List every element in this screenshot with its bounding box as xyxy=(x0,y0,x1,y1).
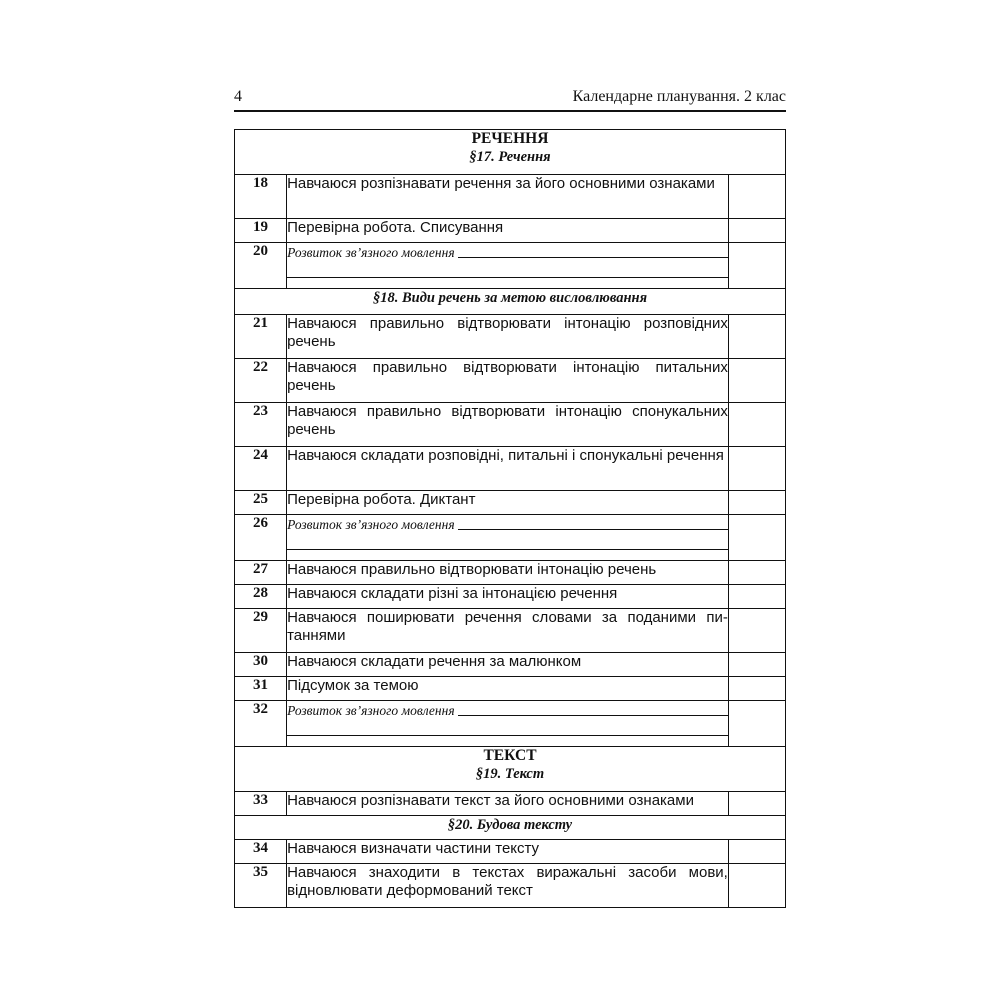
page-number: 4 xyxy=(234,88,242,105)
lesson-topic: Перевірна робота. Диктант xyxy=(287,491,729,515)
table-row xyxy=(235,515,786,561)
paragraph-row xyxy=(235,816,786,840)
lesson-number: 26 xyxy=(235,515,287,561)
table-row xyxy=(235,243,786,289)
table-row xyxy=(235,701,786,747)
lesson-number: 19 xyxy=(235,219,287,243)
table-row xyxy=(235,219,786,243)
lesson-number: 21 xyxy=(235,315,287,359)
lesson-number: 25 xyxy=(235,491,287,515)
fill-in-line[interactable] xyxy=(458,715,728,716)
date-cell[interactable] xyxy=(728,515,785,561)
date-cell[interactable] xyxy=(728,561,785,585)
lesson-number: 32 xyxy=(235,701,287,747)
table-row xyxy=(235,359,786,403)
lesson-plan-table xyxy=(234,129,786,908)
section-row xyxy=(235,747,786,792)
lesson-number: 30 xyxy=(235,653,287,677)
table-row xyxy=(235,653,786,677)
speech-development-cell xyxy=(287,243,729,289)
paragraph-row xyxy=(235,289,786,315)
date-cell[interactable] xyxy=(728,403,785,447)
lesson-topic: Навчаюся правильно відтворювати інтонацію речень xyxy=(287,561,729,585)
table-row xyxy=(235,792,786,816)
lesson-number: 23 xyxy=(235,403,287,447)
paragraph-title: §20. Будова тексту xyxy=(447,817,573,833)
fill-in-line[interactable] xyxy=(287,533,728,550)
date-cell[interactable] xyxy=(728,219,785,243)
table-row xyxy=(235,447,786,491)
lesson-number: 28 xyxy=(235,585,287,609)
fill-in-line[interactable] xyxy=(287,719,728,736)
date-cell[interactable] xyxy=(728,864,785,908)
date-cell[interactable] xyxy=(728,243,785,289)
date-cell[interactable] xyxy=(728,491,785,515)
lesson-number: 20 xyxy=(235,243,287,289)
date-cell[interactable] xyxy=(728,609,785,653)
table-row xyxy=(235,840,786,864)
lesson-topic: Навчаюся правильно відтворювати інтонацію питальних речень xyxy=(287,359,729,403)
lesson-topic: Навчаюся поширювати речення словами за поданими питаннями xyxy=(287,609,729,653)
section-row xyxy=(235,130,786,175)
lesson-topic: Навчаюся розпізнавати речення за його основними ознаками xyxy=(287,175,729,219)
lesson-topic: Навчаюся складати речення за малюнком xyxy=(287,653,729,677)
lesson-number: 33 xyxy=(235,792,287,816)
lesson-number: 35 xyxy=(235,864,287,908)
lesson-topic: Перевірна робота. Списування xyxy=(287,219,729,243)
lesson-topic: Навчаюся правильно відтворювати інтонацію спонукальних речень xyxy=(287,403,729,447)
paragraph-title: §17. Речення xyxy=(469,149,551,165)
lesson-number: 29 xyxy=(235,609,287,653)
date-cell[interactable] xyxy=(728,585,785,609)
speech-development-label: Розвиток зв’язного мовлення xyxy=(287,245,455,260)
date-cell[interactable] xyxy=(728,175,785,219)
table-row xyxy=(235,175,786,219)
lesson-topic: Навчаюся складати різні за інтонацією речення xyxy=(287,585,729,609)
lesson-topic: Навчаюся визначати частини тексту xyxy=(287,840,729,864)
date-cell[interactable] xyxy=(728,677,785,701)
date-cell[interactable] xyxy=(728,315,785,359)
lesson-number: 34 xyxy=(235,840,287,864)
lesson-number: 31 xyxy=(235,677,287,701)
speech-development-label: Розвиток зв’язного мовлення xyxy=(287,517,455,532)
fill-in-line[interactable] xyxy=(458,529,728,530)
speech-development-label: Розвиток зв’язного мовлення xyxy=(287,703,455,718)
date-cell[interactable] xyxy=(728,701,785,747)
lesson-topic: Навчаюся розпізнавати текст за його основними ознаками xyxy=(287,792,729,816)
date-cell[interactable] xyxy=(728,840,785,864)
paragraph-title: §19. Текст xyxy=(475,766,545,782)
table-row xyxy=(235,491,786,515)
lesson-topic: Навчаюся складати розповідні, питальні і спонукальні речення xyxy=(287,447,729,491)
table-row xyxy=(235,561,786,585)
fill-in-line[interactable] xyxy=(287,261,728,278)
table-row xyxy=(235,864,786,908)
speech-development-cell xyxy=(287,701,729,747)
date-cell[interactable] xyxy=(728,792,785,816)
section-title: ТЕКСТ xyxy=(483,747,537,764)
speech-development-cell xyxy=(287,515,729,561)
lesson-number: 27 xyxy=(235,561,287,585)
table-row xyxy=(235,585,786,609)
lesson-number: 24 xyxy=(235,447,287,491)
section-title: РЕЧЕННЯ xyxy=(471,130,549,147)
lesson-number: 18 xyxy=(235,175,287,219)
paragraph-title: §18. Види речень за метою висловлювання xyxy=(372,290,648,306)
page-header xyxy=(234,86,786,112)
table-row xyxy=(235,677,786,701)
fill-in-line[interactable] xyxy=(458,257,728,258)
date-cell[interactable] xyxy=(728,359,785,403)
date-cell[interactable] xyxy=(728,653,785,677)
lesson-topic: Підсумок за темою xyxy=(287,677,729,701)
table-row xyxy=(235,315,786,359)
date-cell[interactable] xyxy=(728,447,785,491)
table-row xyxy=(235,403,786,447)
lesson-topic: Навчаюся знаходити в текстах виражальні засоби мови, відновлювати деформований текст xyxy=(287,864,729,908)
lesson-number: 22 xyxy=(235,359,287,403)
table-row xyxy=(235,609,786,653)
lesson-topic: Навчаюся правильно відтворювати інтонацію розповідних речень xyxy=(287,315,729,359)
running-title: Календарне планування. 2 клас xyxy=(572,88,786,105)
